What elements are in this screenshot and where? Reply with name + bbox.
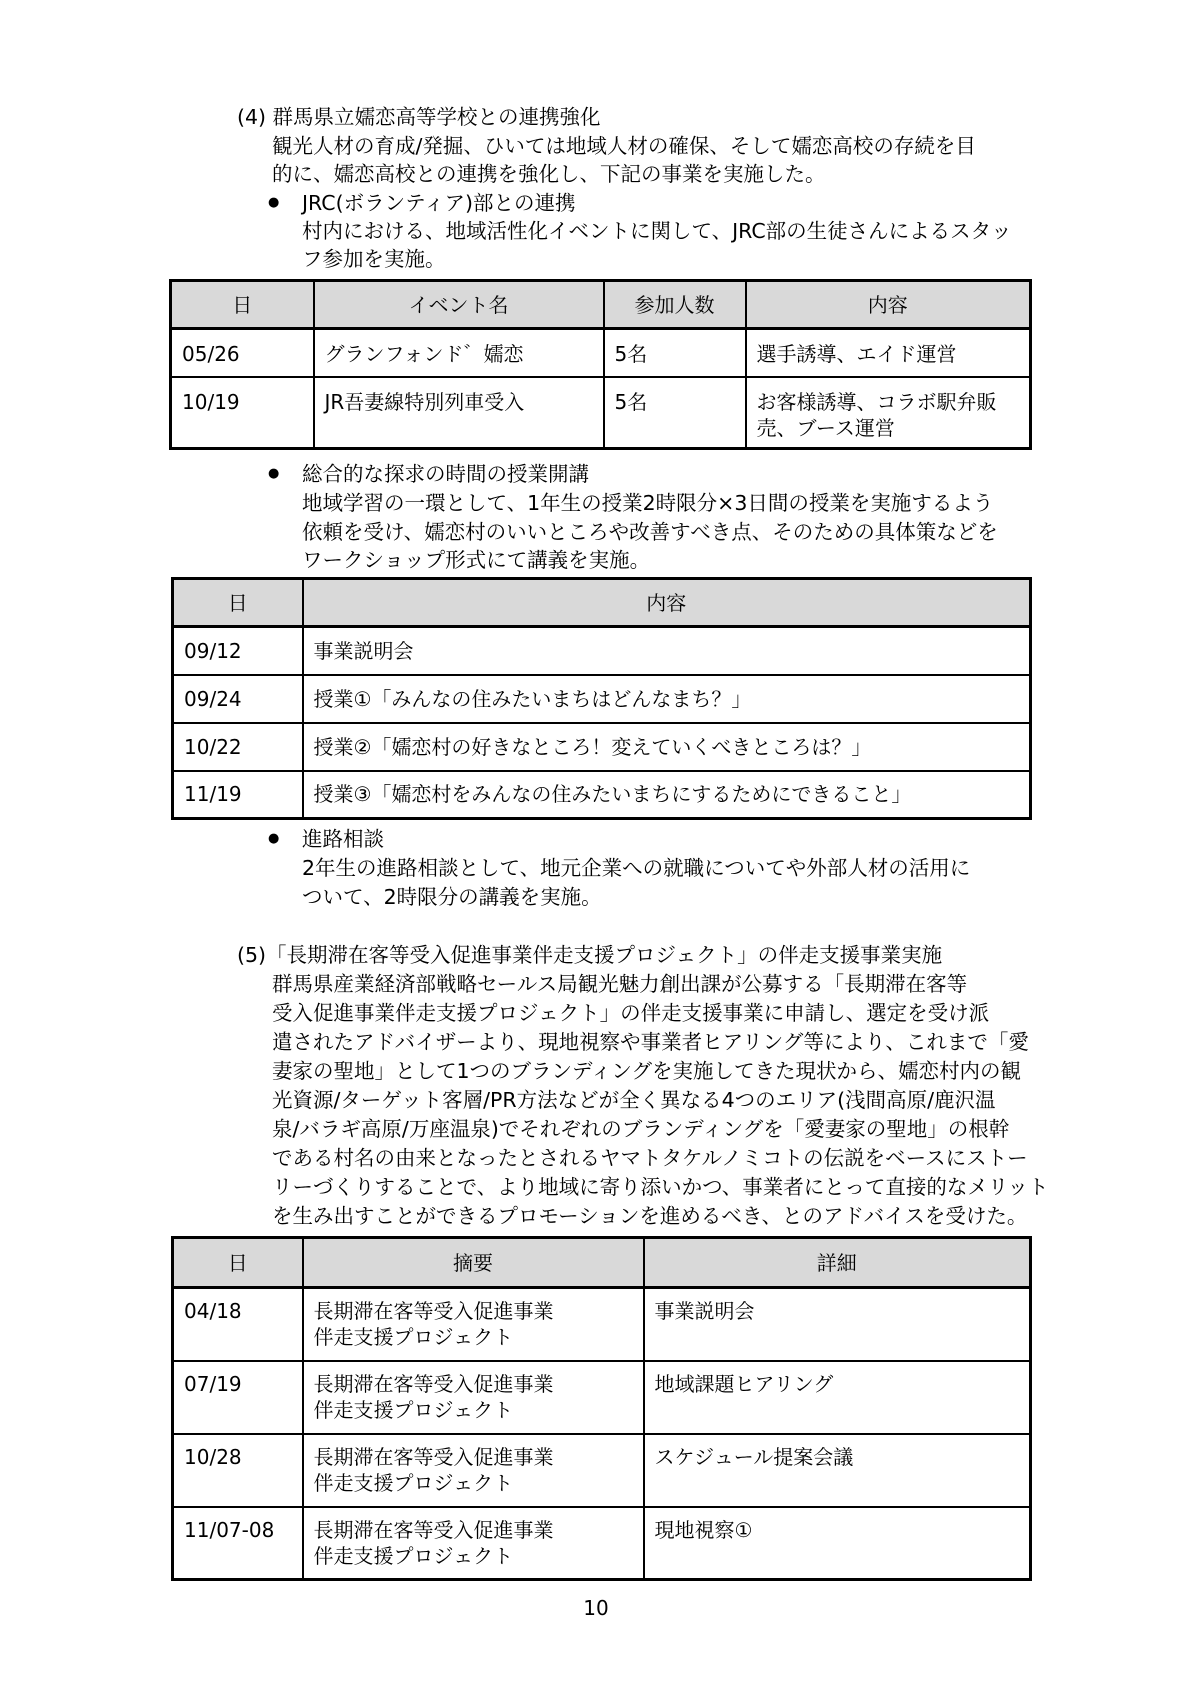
section5-heading: (5)「長期滞在客等受入促進事業伴走支援プロジェクト」の伴走支援事業実施 bbox=[237, 943, 943, 967]
detail-cell: 地域課題ヒアリング bbox=[644, 1361, 1031, 1434]
bullet-icon: ● bbox=[268, 831, 280, 846]
section5-body-line: 泉/バラギ高原/万座温泉)でそれぞれのブランディングを「愛妻家の聖地」の根幹 bbox=[272, 1117, 1010, 1141]
table-header: 日 bbox=[173, 1238, 303, 1288]
table-header: 摘要 bbox=[303, 1238, 644, 1288]
content-line: お客様誘導、コラボ駅弁販 bbox=[756, 389, 997, 414]
summary-line: 長期滞在客等受入促進事業 bbox=[313, 1371, 554, 1396]
summary-line: 伴走支援プロジェクト bbox=[313, 1325, 514, 1349]
table-row bbox=[173, 1507, 1031, 1580]
section4-heading: (4) 群馬県立嬬恋高等学校との連携強化 bbox=[237, 105, 601, 129]
summary-line: 伴走支援プロジェクト bbox=[313, 1543, 514, 1568]
section5-body-line: である村名の由来となったとされるヤマトタケルノミコトの伝説をベースにストー bbox=[272, 1146, 1028, 1170]
summary-line: 長期滞在客等受入促進事業 bbox=[313, 1444, 554, 1469]
table-header: 内容 bbox=[746, 281, 1031, 329]
event-cell: グランフォンド゛嬬恋 bbox=[314, 329, 604, 377]
summary-line: 長期滞在客等受入促進事業 bbox=[313, 1299, 554, 1323]
summary-line: 伴走支援プロジェクト bbox=[313, 1470, 514, 1495]
jrc-table bbox=[169, 279, 1032, 450]
detail-cell: 現地視察① bbox=[644, 1507, 1031, 1580]
date-cell: 05/26 bbox=[171, 329, 314, 377]
content-cell: 授業③「嬬恋村をみんなの住みたいまちにするためにできること」 bbox=[303, 771, 1031, 819]
career-body-line: 2年生の進路相談として、地元企業への就職についてや外部人材の活用に bbox=[302, 856, 971, 880]
count-cell: 5名 bbox=[604, 329, 746, 377]
date-cell: 07/19 bbox=[173, 1361, 303, 1434]
section4-intro-line: 観光人材の育成/発掘、ひいては地域人材の確保、そして嬬恋高校の存続を目 bbox=[272, 134, 976, 158]
table-row bbox=[173, 1434, 1031, 1507]
bullet-icon: ● bbox=[268, 466, 280, 481]
jrc-body-line: 村内における、地域活性化イベントに関して、JRC部の生徒さんによるスタッ bbox=[302, 219, 1012, 243]
event-cell: JR吾妻線特別列車受入 bbox=[314, 377, 604, 449]
summary-cell bbox=[303, 1507, 644, 1580]
table-row bbox=[171, 329, 1031, 377]
section5-body-line: 受入促進事業伴走支援プロジェクト」の伴走支援事業に申請し、選定を受け派 bbox=[272, 1001, 990, 1025]
summary-cell bbox=[303, 1361, 644, 1434]
section5-body-line: 光資源/ターゲット客層/PR方法などが全く異なる4つのエリア(浅間高原/鹿沢温 bbox=[272, 1088, 996, 1112]
table-row bbox=[171, 377, 1031, 449]
content-cell: 授業②「嬬恋村の好きなところ！変えていくべきところは？」 bbox=[303, 723, 1031, 771]
table-header: 日 bbox=[171, 281, 314, 329]
table-header: 内容 bbox=[303, 579, 1031, 627]
section4-intro-line: 的に、嬬恋高校との連携を強化し、下記の事業を実施した。 bbox=[272, 162, 826, 186]
summary-cell bbox=[303, 1434, 644, 1507]
jrc-title: JRC(ボランティア)部との連携 bbox=[302, 191, 576, 215]
content-cell: 授業①「みんなの住みたいまちはどんなまち？」 bbox=[303, 675, 1031, 723]
date-cell: 11/19 bbox=[173, 771, 303, 819]
table-header: 詳細 bbox=[644, 1238, 1031, 1288]
date-cell: 04/18 bbox=[173, 1288, 303, 1361]
section5-body-line: 遣されたアドバイザーより、現地視察や事業者ヒアリング等により、これまで「愛 bbox=[272, 1030, 1029, 1054]
jrc-body-line: フ参加を実施。 bbox=[302, 247, 446, 271]
inquiry-title: 総合的な探求の時間の授業開講 bbox=[302, 462, 589, 486]
summary-line: 長期滞在客等受入促進事業 bbox=[313, 1517, 554, 1542]
date-cell: 10/22 bbox=[173, 723, 303, 771]
summary-cell bbox=[303, 1288, 644, 1361]
date-cell: 11/07-08 bbox=[173, 1507, 303, 1580]
table-header: 日 bbox=[173, 579, 303, 627]
content-cell: 選手誘導、エイド運営 bbox=[746, 329, 1031, 377]
career-body-line: ついて、2時限分の講義を実施。 bbox=[302, 885, 602, 909]
page-number: 10 bbox=[583, 1596, 609, 1620]
inquiry-body-line: 地域学習の一環として、1年生の授業2時限分×3日間の授業を実施するよう bbox=[302, 491, 994, 515]
bullet-icon: ● bbox=[268, 195, 280, 210]
date-cell: 09/24 bbox=[173, 675, 303, 723]
date-cell: 09/12 bbox=[173, 627, 303, 675]
table-row bbox=[173, 627, 1031, 675]
section5-body-line: 群馬県産業経済部戦略セールス局観光魅力創出課が公募する「長期滞在客等 bbox=[272, 972, 968, 996]
table-row bbox=[173, 771, 1031, 819]
inquiry-body-line: 依頼を受け、嬬恋村のいいところや改善すべき点、そのための具体策などを bbox=[302, 520, 998, 544]
table-row bbox=[173, 1361, 1031, 1434]
table-row bbox=[173, 723, 1031, 771]
content-cell bbox=[746, 377, 1031, 449]
inquiry-body-line: ワークショップ形式にて講義を実施。 bbox=[302, 548, 651, 572]
detail-cell: スケジュール提案会議 bbox=[644, 1434, 1031, 1507]
table-row bbox=[173, 675, 1031, 723]
section5-body-line: を生み出すことができるプロモーションを進めるべき、とのアドバイスを受けた。 bbox=[272, 1204, 1028, 1228]
table-header: 参加人数 bbox=[604, 281, 746, 329]
career-title: 進路相談 bbox=[302, 827, 384, 851]
table-row bbox=[173, 1288, 1031, 1361]
summary-line: 伴走支援プロジェクト bbox=[313, 1397, 514, 1422]
date-cell: 10/28 bbox=[173, 1434, 303, 1507]
date-cell: 10/19 bbox=[171, 377, 314, 449]
section5-body-line: リーづくりすることで、より地域に寄り添いかつ、事業者にとって直接的なメリット bbox=[272, 1175, 1049, 1199]
count-cell: 5名 bbox=[604, 377, 746, 449]
detail-cell: 事業説明会 bbox=[644, 1288, 1031, 1361]
table-header: イベント名 bbox=[314, 281, 604, 329]
project-table bbox=[171, 1236, 1032, 1581]
content-line: 売、ブース運営 bbox=[756, 415, 895, 440]
content-cell: 事業説明会 bbox=[303, 627, 1031, 675]
section5-body-line: 妻家の聖地」として1つのブランディングを実施してきた現状から、嬬恋村内の観 bbox=[272, 1059, 1021, 1083]
inquiry-table bbox=[171, 577, 1032, 820]
